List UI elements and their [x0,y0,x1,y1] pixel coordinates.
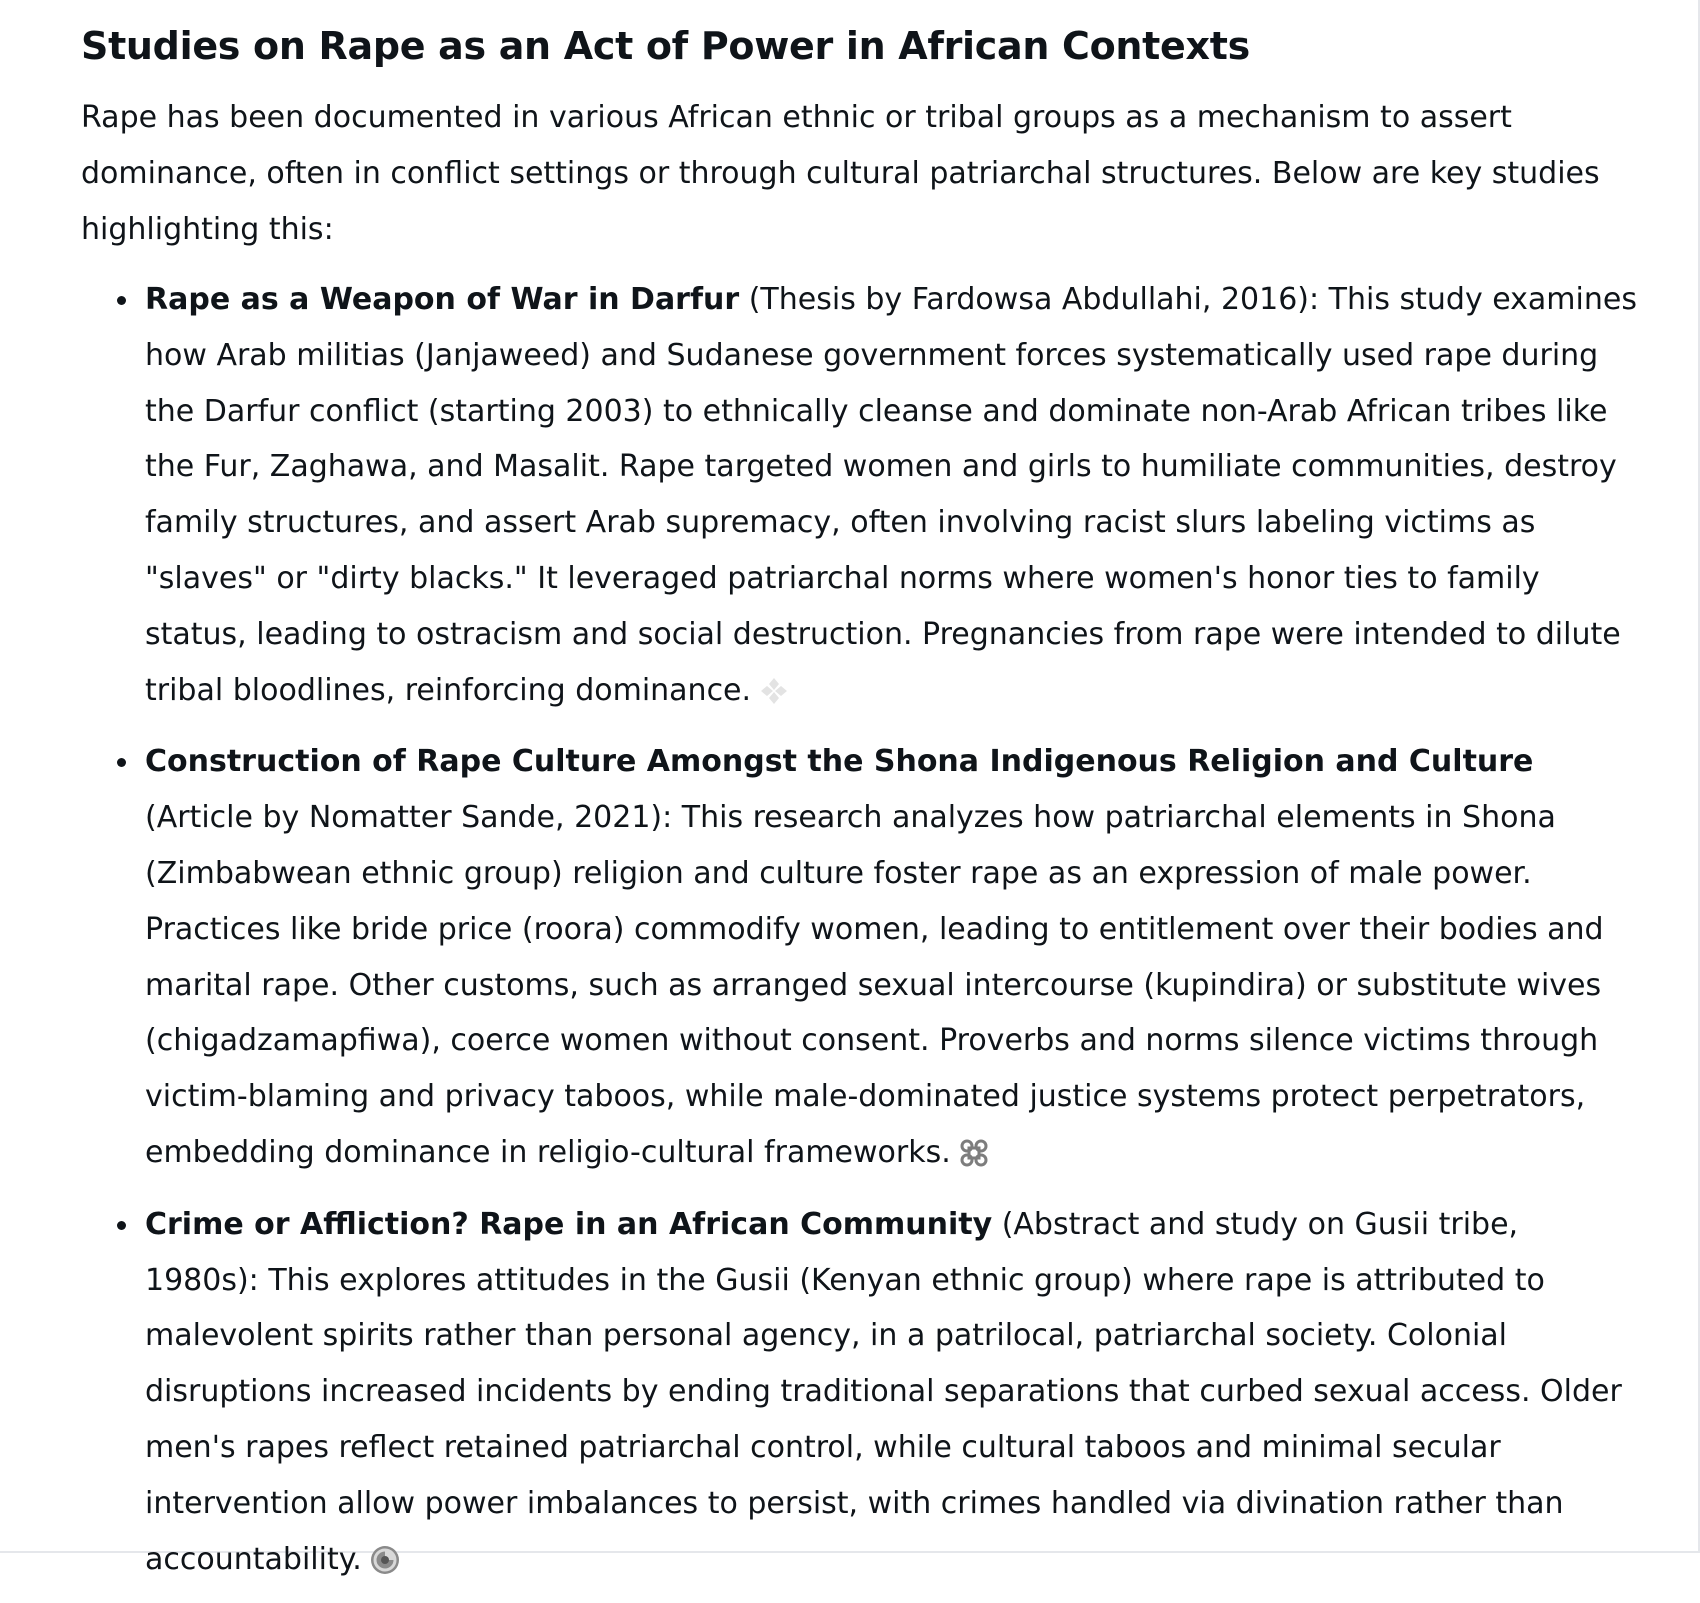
list-item [81,272,1641,718]
study-description: (Abstract and study on Gusii tribe, 1980s): This explores attitudes in the Gusii (Kenyan ethnic group) where rape is attributed to malevolent spirits rather than personal agency, in a patrilocal, patriarchal society. Colonial disruptions increased incidents by ending traditional separations that curbed sexual access. Older men's rapes reflect retained patriarchal control, while cultural taboos and minimal secular intervention allow power imbalances to persist, with crimes handled via divination rather than accountability. [145,1206,1622,1577]
intro-paragraph: Rape has been documented in various African ethnic or tribal groups as a mechanism to assert dominance, often in conflict settings or through cultural patriarchal structures. Below are key studies highlighting this: [81,100,1600,247]
bullet-point [117,296,126,305]
list-item [81,1197,1641,1588]
knot-source-icon[interactable] [959,1131,989,1161]
bullet-point [117,758,126,767]
study-description: (Article by Nomatter Sande, 2021): This research analyzes how patriarchal elements in Shona (Zimbabwean ethnic group) religion and culture foster rape as an expression of male power. Practices like bride price (roora) commodify women, leading to entitlement over their bodies and marital rape. Other customs, such as arranged sexual intercourse (kupindira) or substitute wives (chigadzamapfiwa), coerce women without consent. Proverbs and norms silence victims through victim-blaming and privacy taboos, while male-dominated justice systems protect perpetrators, embedding dominance in religio-cultural frameworks. [145,800,1604,1170]
study-title: Rape as a Weapon of War in Darfur [145,282,740,317]
study-title: Construction of Rape Culture Amongst the Shona Indigenous Religion and Culture [145,744,1534,780]
section-heading: Studies on Rape as an Act of Power in African Contexts [81,24,1250,68]
bullet-point [117,1221,126,1230]
list-item [81,734,1641,1180]
diamond-source-icon[interactable] [759,669,789,699]
response-content [81,14,1641,1603]
study-title: Crime or Affliction? Rape in an African Community [145,1206,993,1242]
studies-list [81,272,1641,1587]
study-description: (Thesis by Fardowsa Abdullahi, 2016): This study examines how Arab militias (Janjaweed) and Sudanese government forces systematically used rape during the Darfur conflict (starting 2003) to ethnically cleanse and dominate non-Arab African tribes like the Fur, Zaghawa, and Masalit. Rape targeted women and girls to humiliate communities, destroy family structures, and assert Arab supremacy, often involving racist slurs labeling victims as "slaves" or "dirty blacks." It leveraged patriarchal norms where women's honor ties to family status, leading to ostracism and social destruction. Pregnancies from rape were intended to dilute tribal bloodlines, reinforcing dominance. [145,282,1637,708]
